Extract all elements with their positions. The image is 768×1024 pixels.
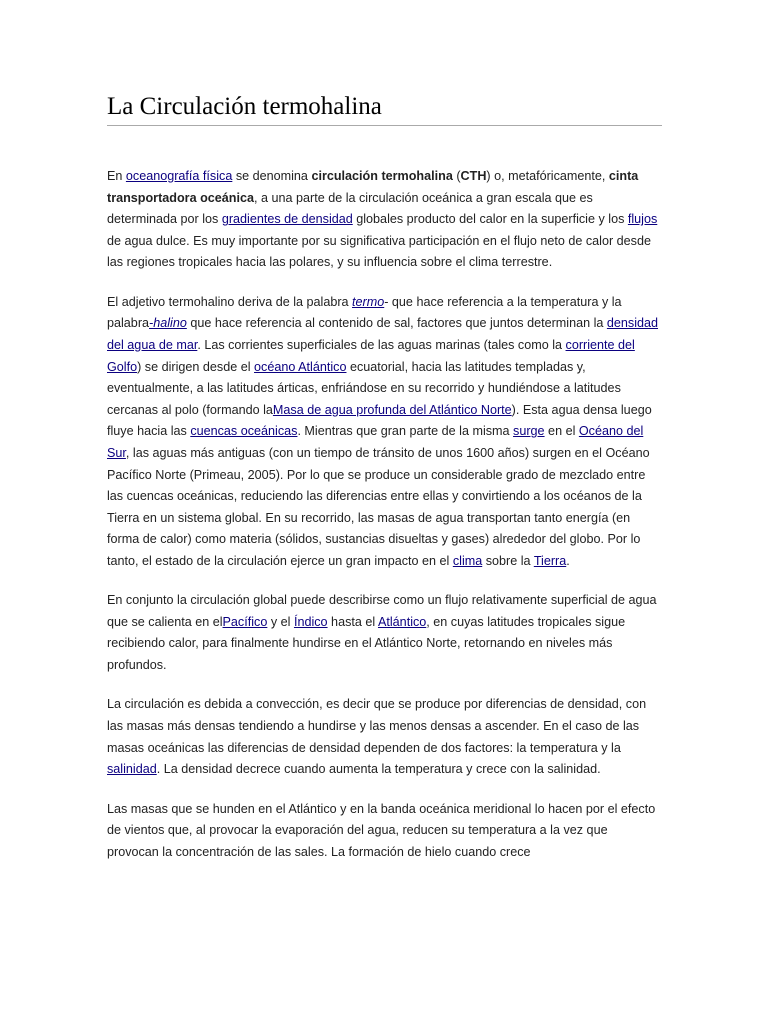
article-link[interactable]: oceanografía física [125, 169, 233, 183]
text-run: se denomina [232, 169, 312, 183]
text-run: en el [544, 424, 579, 439]
bold-term: CTH [460, 169, 487, 183]
text-run: , en cuyas latitudes tropicales sigue recibiendo calor, para finalmente hundirse en el Atlántico Norte, retornando en niveles más profundos. [107, 614, 626, 673]
article-link[interactable]: corriente del Golfo [107, 337, 635, 374]
article-link[interactable]: Atlántico [377, 614, 427, 629]
text-run: que hace referencia al contenido de sal, factores que juntos determinan la [186, 316, 607, 331]
text-run: ( [452, 169, 461, 183]
bold-term: circulación termohalina [311, 169, 453, 183]
article-link[interactable]: surge [513, 424, 545, 439]
text-run: En [107, 169, 126, 183]
article-link[interactable]: Masa de agua profunda del Atlántico Norte [272, 402, 512, 417]
article-body [107, 166, 662, 863]
text-run: ) se dirigen desde el [137, 359, 255, 374]
text-run: La circulación es debida a convección, es decir que se produce por diferencias de densidad, con las masas más densas tendiendo a hundirse y las menos densas a ascender. En el caso de las masas oceánicas las diferencias de densidad dependen de dos factores: la temperatura y la [107, 697, 647, 755]
text-run: ). Esta agua densa luego fluye hacia las [107, 402, 652, 439]
text-run: Las masas que se hunden en el Atlántico y en la banda oceánica meridional lo hacen por el efecto de vientos que, al provocar la evaporación del agua, reducen su temperatura a la vez que provocan la concentración de las sales. La formación de hielo cuando crece [107, 801, 656, 859]
text-run: sobre la [482, 553, 534, 568]
bold-term: cinta transportadora oceánica [107, 169, 639, 205]
article-link[interactable]: densidad del agua de mar [107, 316, 659, 352]
text-run: . [566, 553, 570, 568]
article-link[interactable]: termo [352, 294, 385, 309]
text-run: , las aguas más antiguas (con un tiempo de tránsito de unos 1600 años) surgen en el Océano Pacífico Norte (Primeau, 2005). Por lo que se produce un considerable grado de mezclado entre las cuencas oceánicas, reduciendo las diferencias entre ellas y convirtiendo a los océanos de la Tierra en un sistema global. En su recorrido, las masas de agua transportan tanto energía (en forma de calor) como materia (sólidos, sustancias disueltas y gases) alrededor del globo. Por lo tanto, el estado de la circulación ejerce un gran impacto en el [107, 445, 650, 568]
article-link[interactable]: -halino [149, 316, 187, 331]
text-run: ecuatorial, hacia las latitudes templadas y, eventualmente, a las latitudes árticas, enfriándose en su recorrido y hundiéndose a latitudes cercanas al polo (formando la [107, 359, 621, 417]
text-run: , a una parte de la circulación oceánica a gran escala que es determinada por los [107, 190, 593, 227]
article-link[interactable]: salinidad [107, 762, 157, 777]
article-link[interactable]: Océano del Sur [107, 424, 644, 460]
article-link[interactable]: clima [452, 553, 483, 568]
article-link[interactable]: océano Atlántico [254, 359, 347, 374]
article-link[interactable]: Tierra [533, 553, 567, 568]
article-link[interactable]: cuencas oceánicas [190, 424, 298, 439]
text-run: En conjunto la circulación global puede describirse como un flujo relativamente superficial de agua que se calienta en el [107, 593, 657, 629]
paragraph [107, 292, 662, 573]
text-run: y el [267, 614, 294, 629]
paragraph [107, 694, 662, 780]
article-link[interactable]: flujos [627, 212, 658, 227]
paragraph [107, 799, 662, 864]
paragraph [107, 590, 662, 676]
text-run: globales producto del calor en la superficie y los [352, 212, 628, 227]
text-run: . Las corrientes superficiales de las aguas marinas (tales como la [197, 337, 566, 352]
article-link[interactable]: Pacífico [222, 614, 268, 629]
text-run: . La densidad decrece cuando aumenta la temperatura y crece con la salinidad. [156, 762, 601, 777]
text-run: - que hace referencia a la temperatura y la palabra [107, 294, 622, 331]
text-run: El adjetivo termohalino deriva de la palabra [107, 294, 353, 309]
text-run: hasta el [327, 614, 378, 629]
paragraph [107, 166, 662, 274]
article [107, 92, 662, 881]
text-run: ) o, metafóricamente, [486, 169, 609, 183]
text-run: de agua dulce. Es muy importante por su significativa participación en el flujo neto de calor desde las regiones tropicales hacia las polares, y su influencia sobre el clima terrestre. [107, 233, 651, 270]
article-link[interactable]: gradientes de densidad [221, 212, 353, 227]
page-title: La Circulación termohalina [107, 92, 662, 126]
text-run: . Mientras que gran parte de la misma [297, 424, 514, 439]
article-link[interactable]: Índico [293, 614, 328, 629]
